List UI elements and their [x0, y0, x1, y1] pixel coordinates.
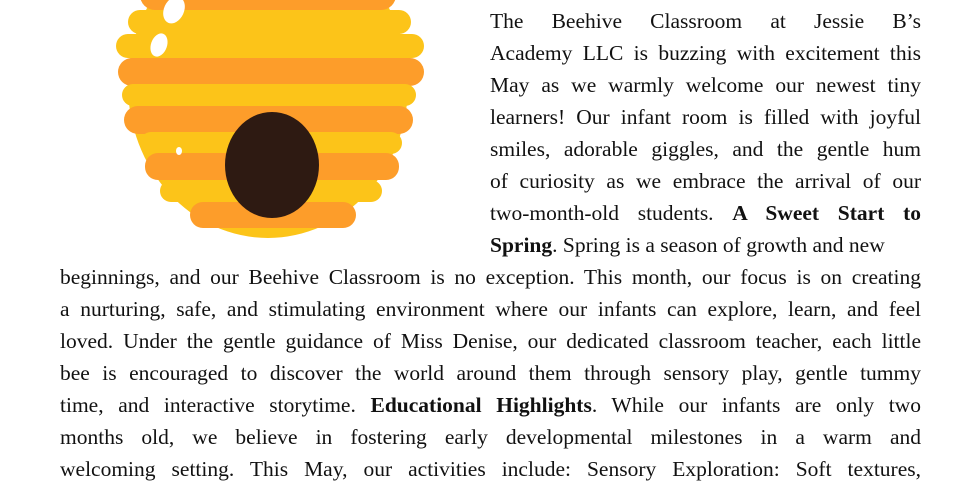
- section-heading-educational: Educational Highlights: [370, 393, 592, 417]
- text-fragment: . While our infants are only two: [591, 393, 922, 417]
- text-fragment: . Spring is a season of growth and new: [552, 233, 885, 257]
- spring-line: [490, 229, 921, 261]
- beehive-illustration: [110, 0, 430, 250]
- text-line: Academy LLC is buzzing with excitement this: [490, 41, 921, 65]
- hive-entrance: [225, 112, 319, 218]
- text-line: May as we warmly welcome our newest tiny: [490, 73, 921, 97]
- text-line: [490, 197, 921, 229]
- text-line: welcoming setting. This May, our activities include: Sensory Exploration: Soft textures,: [60, 457, 921, 481]
- text-line: a nurturing, safe, and stimulating environment where our infants can explore, learn, and feel: [60, 297, 921, 321]
- section-heading-sweet-start-end: Spring: [490, 233, 553, 257]
- text-line: of curiosity as we embrace the arrival of our: [490, 169, 921, 193]
- intro-paragraph: [490, 5, 921, 229]
- text-fragment: time, and interactive storytime.: [60, 393, 356, 417]
- text-line: learners! Our infant room is filled with joyful: [490, 105, 921, 129]
- text-line: loved. Under the gentle guidance of Miss Denise, our dedicated classroom teacher, each little: [60, 329, 921, 353]
- text-line: [60, 389, 921, 421]
- body-paragraph: [60, 261, 921, 485]
- text-line: bee is encouraged to discover the world around them through sensory play, gentle tummy: [60, 361, 921, 385]
- text-line: The Beehive Classroom at Jessie B’s: [490, 9, 921, 33]
- text-fragment: two-month-old students.: [490, 201, 714, 225]
- text-line: beginnings, and our Beehive Classroom is no exception. This month, our focus is on creating: [60, 265, 921, 289]
- section-heading-sweet-start: A Sweet Start to: [732, 201, 921, 225]
- text-line: [490, 229, 921, 261]
- text-line: smiles, adorable giggles, and the gentle hum: [490, 137, 921, 161]
- text-line: months old, we believe in fostering early developmental milestones in a warm and: [60, 425, 921, 449]
